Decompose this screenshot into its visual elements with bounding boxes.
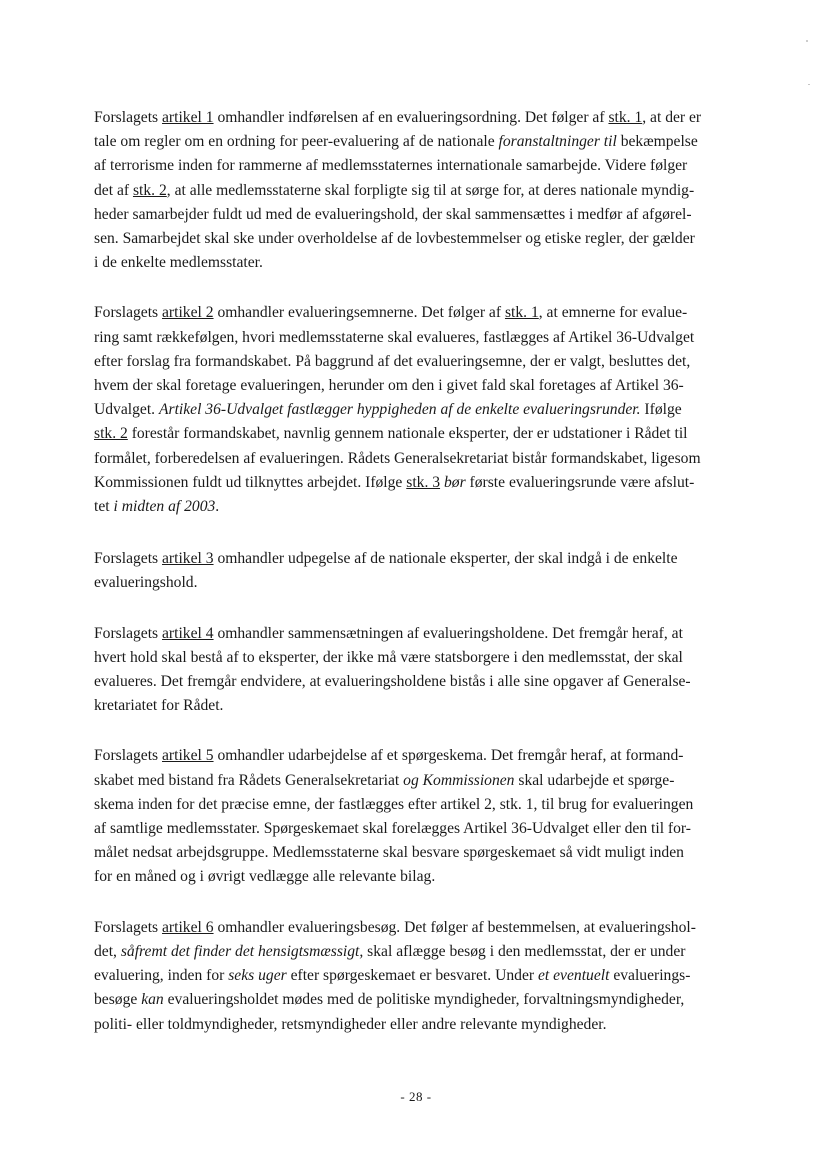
- text-run: skema inden for det præcise emne, der fastlægges efter artikel 2, stk. 1, til brug for evalueringen: [94, 795, 694, 813]
- text-run: af terrorisme inden for rammerne af medlemsstaternes internationale samarbejde. Videre følger: [94, 157, 688, 175]
- text-run: Kommissionen fuldt ud tilknyttes arbejdet. Ifølge: [94, 473, 407, 491]
- text-line: [94, 154, 754, 178]
- document-body: [94, 106, 754, 1063]
- text-run: omhandler indførelsen af en evalueringsordning. Det følger af: [213, 109, 609, 126]
- text-run: Forslagets: [94, 550, 163, 568]
- paragraph-4: [94, 622, 754, 719]
- scan-speck: [806, 40, 808, 42]
- emphasis-text: Artikel 36-Udvalget fastlægger hyppigheden af de enkelte evalueringsrunder.: [158, 401, 641, 419]
- text-line: [94, 398, 754, 422]
- paragraph-1: [94, 106, 754, 275]
- text-run: tale om regler om en ordning for peer-evaluering af de nationale: [94, 133, 499, 151]
- text-run: omhandler sammensætningen af evalueringsholdene. Det fremgår heraf, at: [213, 624, 683, 642]
- text-line: [94, 251, 754, 275]
- text-run: formålet, forberedelsen af evalueringen. Rådets Generalsekretariat bistår formandskabet, ligesom: [94, 449, 701, 467]
- text-run: , at emnerne for evalue-: [538, 304, 688, 322]
- text-run: skabet med bistand fra Rådets Generalsekretariat: [94, 771, 404, 789]
- text-run: evaluerings-: [609, 967, 691, 985]
- text-run: i de enkelte medlemsstater.: [94, 254, 263, 272]
- text-run: det af: [94, 181, 133, 199]
- paragraph-2: [94, 301, 754, 519]
- text-run: Forslagets: [94, 109, 163, 126]
- text-line: [94, 203, 754, 227]
- text-line: [94, 227, 754, 251]
- text-run: besøge: [94, 991, 142, 1009]
- text-run: målet nedsat arbejdsgruppe. Medlemsstaterne skal besvare spørgeskemaet så vidt muligt inden: [94, 844, 684, 862]
- reference-link-text: artikel 6: [162, 918, 214, 936]
- text-line: [94, 106, 754, 130]
- reference-link-text: stk. 1: [608, 109, 643, 126]
- text-run: evalueringshold.: [94, 574, 198, 592]
- emphasis-text: og Kommissionen: [403, 771, 515, 789]
- text-line: [94, 326, 754, 350]
- emphasis-text: i midten af 2003: [113, 498, 216, 516]
- text-line: [94, 988, 754, 1012]
- text-line: [94, 471, 754, 495]
- text-run: Ifølge: [640, 401, 682, 419]
- text-line: [94, 495, 754, 519]
- text-line: [94, 817, 754, 841]
- text-run: for en måned og i øvrigt vedlægge alle relevante bilag.: [94, 868, 436, 886]
- text-line: [94, 841, 754, 865]
- text-run: evalueringsholdet mødes med de politiske myndigheder, forvaltningsmyndigheder,: [163, 991, 685, 1009]
- text-run: hvert hold skal bestå af to eksperter, der ikke må være statsborgere i den medlemsstat, der skal: [94, 648, 683, 666]
- text-run: kretariatet for Rådet.: [94, 697, 224, 715]
- text-line: [94, 571, 754, 595]
- text-run: omhandler udpegelse af de nationale eksperter, der skal indgå i de enkelte: [213, 550, 678, 568]
- text-run: hvem der skal foretage evalueringen, herunder om den i givet fald skal foretages af Artikel 36-: [94, 377, 684, 395]
- text-line: [94, 916, 754, 940]
- text-run: ring samt rækkefølgen, hvori medlemsstaterne skal evalueres, fastlægges af Artikel 36-Udvalget: [94, 328, 695, 346]
- text-line: [94, 1013, 754, 1037]
- text-line: [94, 422, 754, 446]
- text-run: sen. Samarbejdet skal ske under overholdelse af de lovbestemmelser og etiske regler, der gælder: [94, 230, 695, 248]
- text-line: [94, 130, 754, 154]
- text-line: [94, 547, 754, 571]
- text-line: [94, 350, 754, 374]
- text-run: Forslagets: [94, 624, 163, 642]
- text-run: Forslagets: [94, 304, 163, 322]
- paragraph-5: [94, 744, 754, 889]
- text-run: bekæmpelse: [616, 133, 698, 151]
- paragraph-6: [94, 916, 754, 1037]
- text-run: første evalueringsrunde være afslut-: [465, 473, 695, 491]
- emphasis-text: såfremt det finder det hensigtsmæssigt,: [120, 942, 364, 960]
- reference-link-text: artikel 5: [162, 747, 214, 765]
- text-run: efter forslag fra formandskabet. På baggrund af det evalueringsemne, der er valgt, besluttes det,: [94, 352, 691, 370]
- text-run: Forslagets: [94, 918, 163, 936]
- text-line: [94, 179, 754, 203]
- text-run: , at der er: [642, 109, 702, 126]
- paragraph-3: [94, 547, 754, 595]
- text-line: [94, 744, 754, 768]
- text-run: forestår formandskabet, navnlig gennem nationale eksperter, der er udstationer i Rådet til: [127, 425, 688, 443]
- text-run: , at alle medlemsstaterne skal forpligte sig til at sørge for, at deres nationale myndig-: [166, 181, 695, 199]
- reference-link-text: artikel 4: [162, 624, 214, 642]
- emphasis-text: seks uger: [228, 967, 287, 985]
- reference-link-text: stk. 2: [94, 425, 128, 443]
- text-run: af samtlige medlemsstater. Spørgeskemaet skal forelægges Artikel 36-Udvalget eller den til for-: [94, 820, 691, 838]
- text-line: [94, 694, 754, 718]
- emphasis-text: kan: [141, 991, 164, 1009]
- text-line: [94, 646, 754, 670]
- text-line: [94, 769, 754, 793]
- reference-link-text: artikel 2: [162, 304, 214, 322]
- text-line: [94, 622, 754, 646]
- text-run: politi- eller toldmyndigheder, retsmyndigheder eller andre relevante myndigheder.: [94, 1015, 607, 1033]
- text-run: evaluering, inden for: [94, 967, 229, 985]
- reference-link-text: stk. 2: [132, 181, 167, 199]
- text-line: [94, 793, 754, 817]
- emphasis-text: foranstaltninger til: [498, 133, 617, 151]
- text-run: skal udarbejde et spørge-: [514, 771, 675, 789]
- text-run: Udvalget.: [94, 401, 159, 419]
- text-run: heder samarbejder fuldt ud med de evalueringshold, der skal sammensættes i medfør af afgørel-: [94, 205, 692, 223]
- emphasis-text: bør: [443, 473, 466, 491]
- text-run: .: [215, 498, 220, 516]
- reference-link-text: stk. 1: [504, 304, 539, 322]
- text-run: omhandler evalueringsbesøg. Det følger af bestemmelsen, at evalueringshol-: [213, 918, 696, 936]
- emphasis-text: et eventuelt: [537, 967, 610, 985]
- text-run: det,: [94, 942, 121, 960]
- text-run: skal aflægge besøg i den medlemsstat, der er under: [363, 942, 686, 960]
- reference-link-text: stk. 3: [406, 473, 441, 491]
- text-run: omhandler evalueringsemnerne. Det følger af: [213, 304, 505, 322]
- text-line: [94, 964, 754, 988]
- scan-speck: [808, 84, 810, 85]
- text-line: [94, 865, 754, 889]
- reference-link-text: artikel 1: [162, 109, 214, 126]
- text-run: omhandler udarbejdelse af et spørgeskema. Det fremgår heraf, at formand-: [213, 747, 684, 765]
- text-line: [94, 940, 754, 964]
- text-line: [94, 447, 754, 471]
- reference-link-text: artikel 3: [162, 550, 214, 568]
- text-run: Forslagets: [94, 747, 163, 765]
- text-line: [94, 670, 754, 694]
- text-line: [94, 301, 754, 325]
- text-run: efter spørgeskemaet er besvaret. Under: [286, 967, 538, 985]
- page-number: - 28 -: [400, 1089, 432, 1104]
- text-run: tet: [94, 498, 114, 516]
- text-run: evalueres. Det fremgår endvidere, at evalueringsholdene bistås i alle sine opgaver af Generalse-: [94, 673, 691, 691]
- text-line: [94, 374, 754, 398]
